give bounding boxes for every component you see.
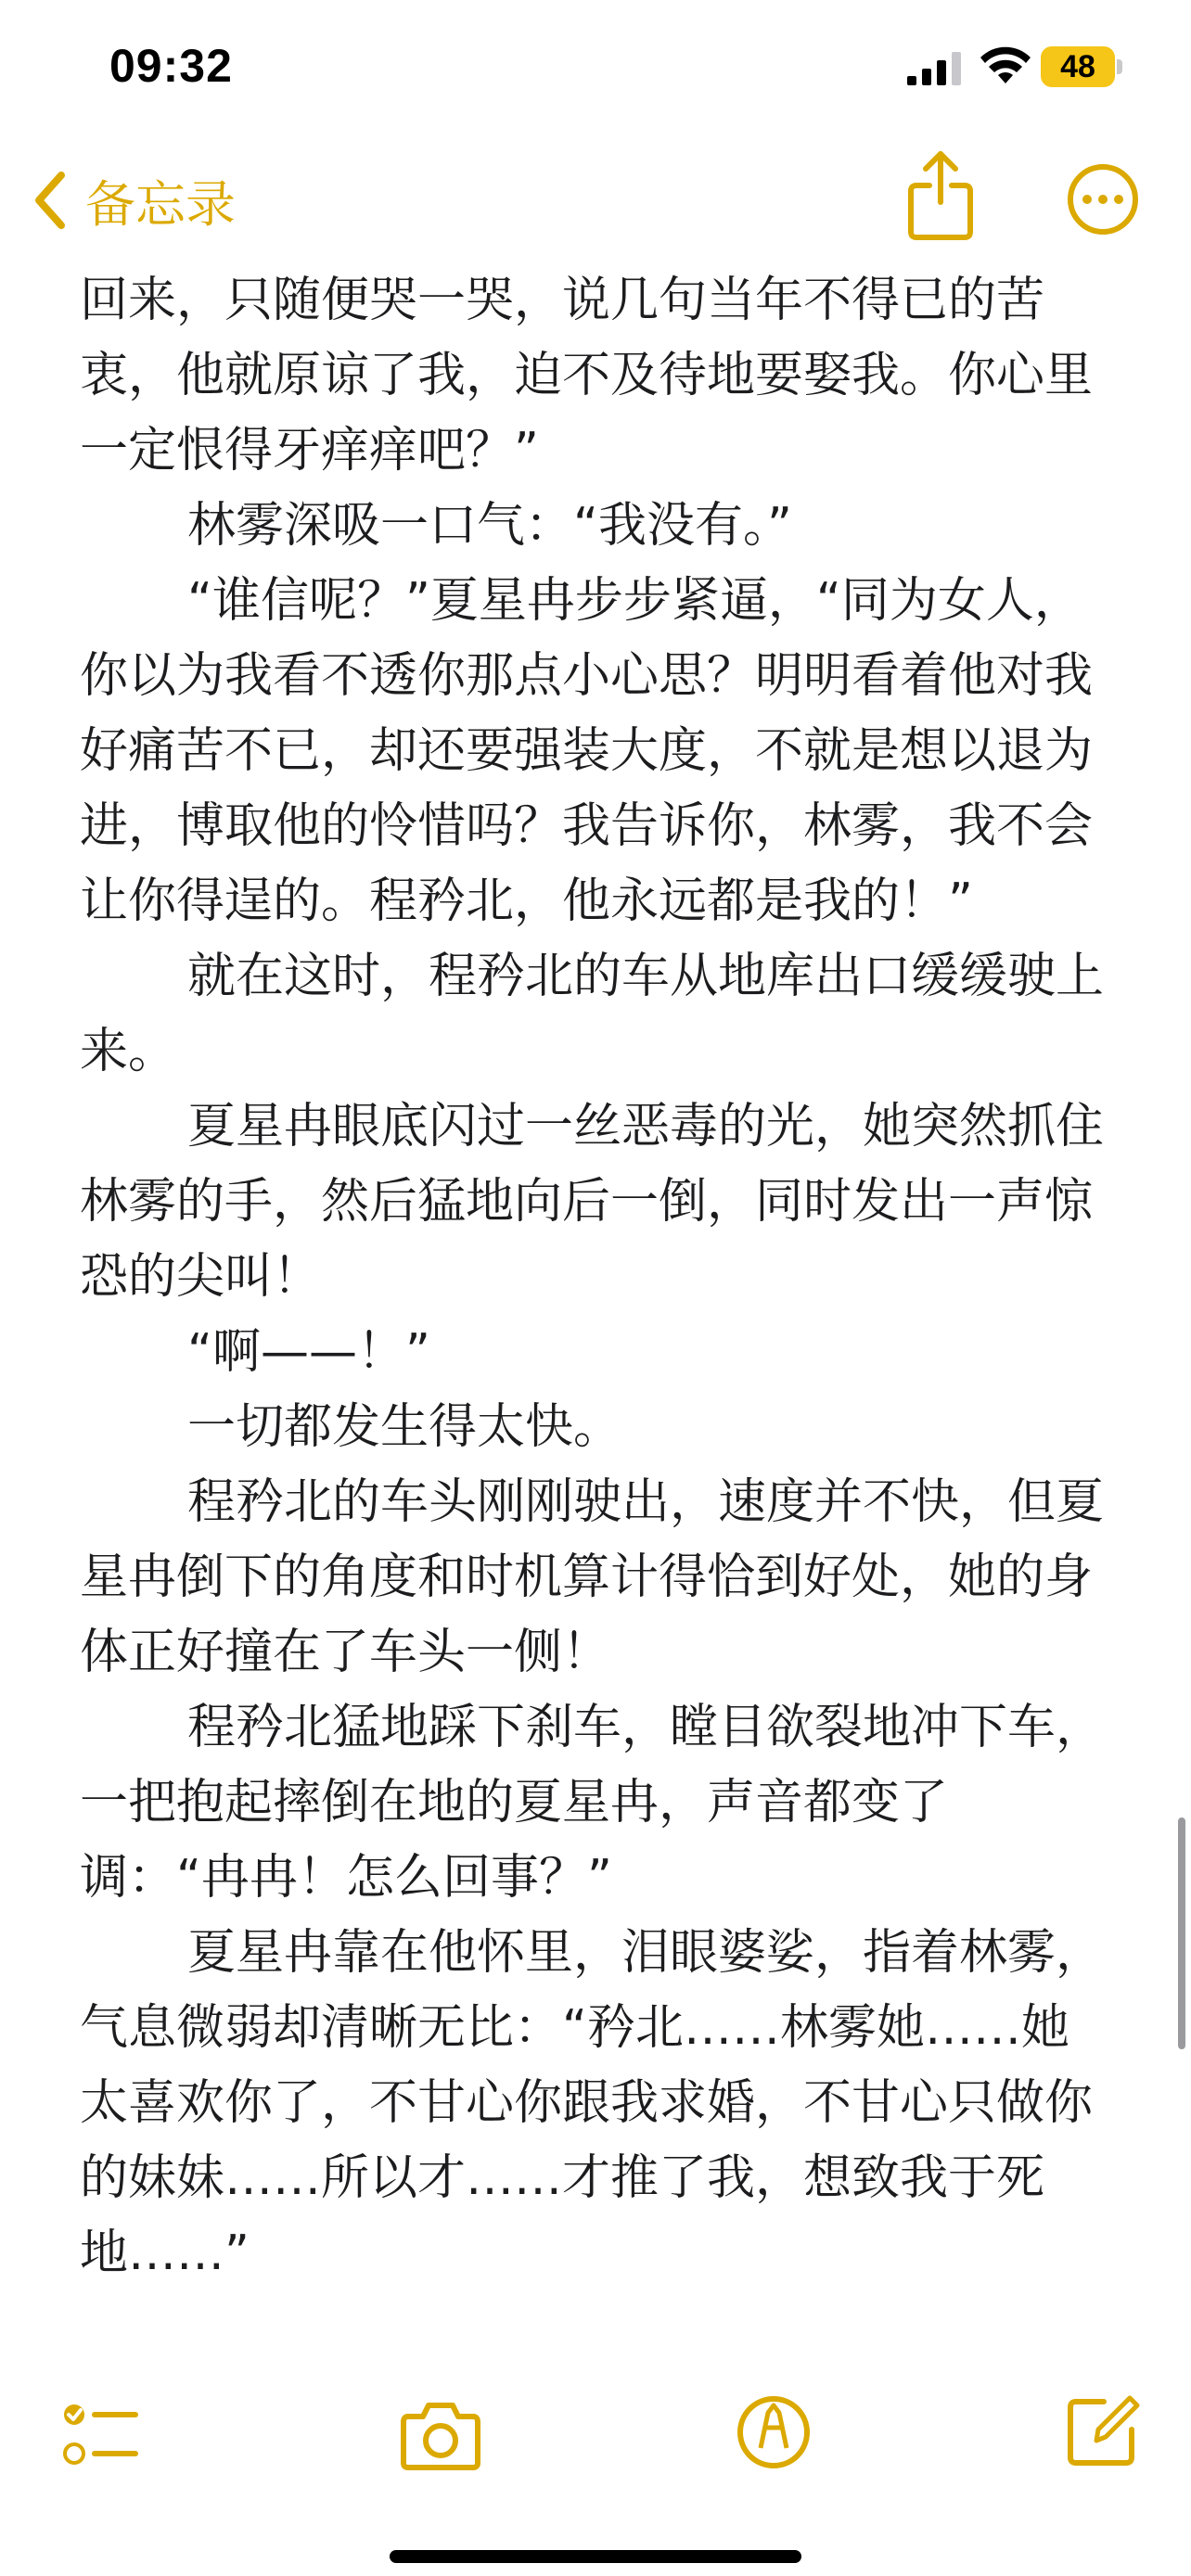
- markup-pen-icon[interactable]: [736, 2392, 811, 2472]
- note-paragraph: 程矜北的车头刚刚驶出，速度并不快，但夏星冉倒下的角度和时机算计得恰到好处，她的身体正好撞在了车头一侧！: [80, 1474, 1105, 1680]
- note-paragraph: 就在这时，程矜北的车从地库出口缓缓驶上来。: [80, 949, 1105, 1079]
- note-paragraph: 一切都发生得太快。: [187, 1399, 622, 1455]
- back-label: 备忘录: [85, 174, 236, 234]
- note-paragraph: “啊——！”: [187, 1324, 430, 1380]
- nav-bar: [0, 148, 1191, 260]
- checklist-icon[interactable]: [61, 2396, 139, 2474]
- share-icon[interactable]: [907, 148, 974, 241]
- bottom-toolbar: [0, 2383, 1191, 2485]
- note-paragraph: 夏星冉眼底闪过一丝恶毒的光，她突然抓住林雾的手，然后猛地向后一倒，同时发出一声惊恐的尖叫！: [80, 1099, 1105, 1305]
- note-paragraph: 林雾深吸一口气：“我没有。”: [187, 498, 792, 554]
- note-paragraph: 夏星冉靠在他怀里，泪眼婆娑，指着林雾，气息微弱却清晰无比：“矜北……林雾她……她太喜欢你了，不甘心你跟我求婚，不甘心只做你的妹妹……所以才……才推了我，想致我于死地……”: [80, 1925, 1105, 2281]
- status-time: 09:32: [109, 40, 233, 92]
- battery-percent: 48: [1060, 49, 1095, 84]
- chevron-left-icon: [32, 170, 69, 231]
- back-button[interactable]: [32, 158, 236, 243]
- scroll-indicator[interactable]: [1178, 1817, 1185, 2049]
- note-paragraph: 程矜北猛地踩下刹车，瞠目欲裂地冲下车，一把抱起摔倒在地的夏星冉，声音都变了调：“冉冉！怎么回事？”: [80, 1700, 1105, 1906]
- note-paragraph: 回来，只随便哭一哭，说几句当年不得已的苦衷，他就原谅了我，迫不及待地要娶我。你心里一定恨得牙痒痒吧？”: [80, 273, 1094, 478]
- note-paragraph: “谁信呢？”夏星冉步步紧逼，“同为女人，你以为我看不透你那点小心思？明明看着他对我好痛苦不已，却还要强装大度，不就是想以退为进，博取他的怜惜吗？我告诉你，林雾，我不会让你得逞的。程矜北，他永远都是我的！”: [80, 573, 1094, 929]
- note-body[interactable]: [80, 263, 1111, 2291]
- home-indicator: [390, 2550, 801, 2563]
- camera-icon[interactable]: [401, 2400, 480, 2470]
- ellipsis-circle-icon[interactable]: [1067, 163, 1139, 236]
- compose-icon[interactable]: [1067, 2392, 1141, 2467]
